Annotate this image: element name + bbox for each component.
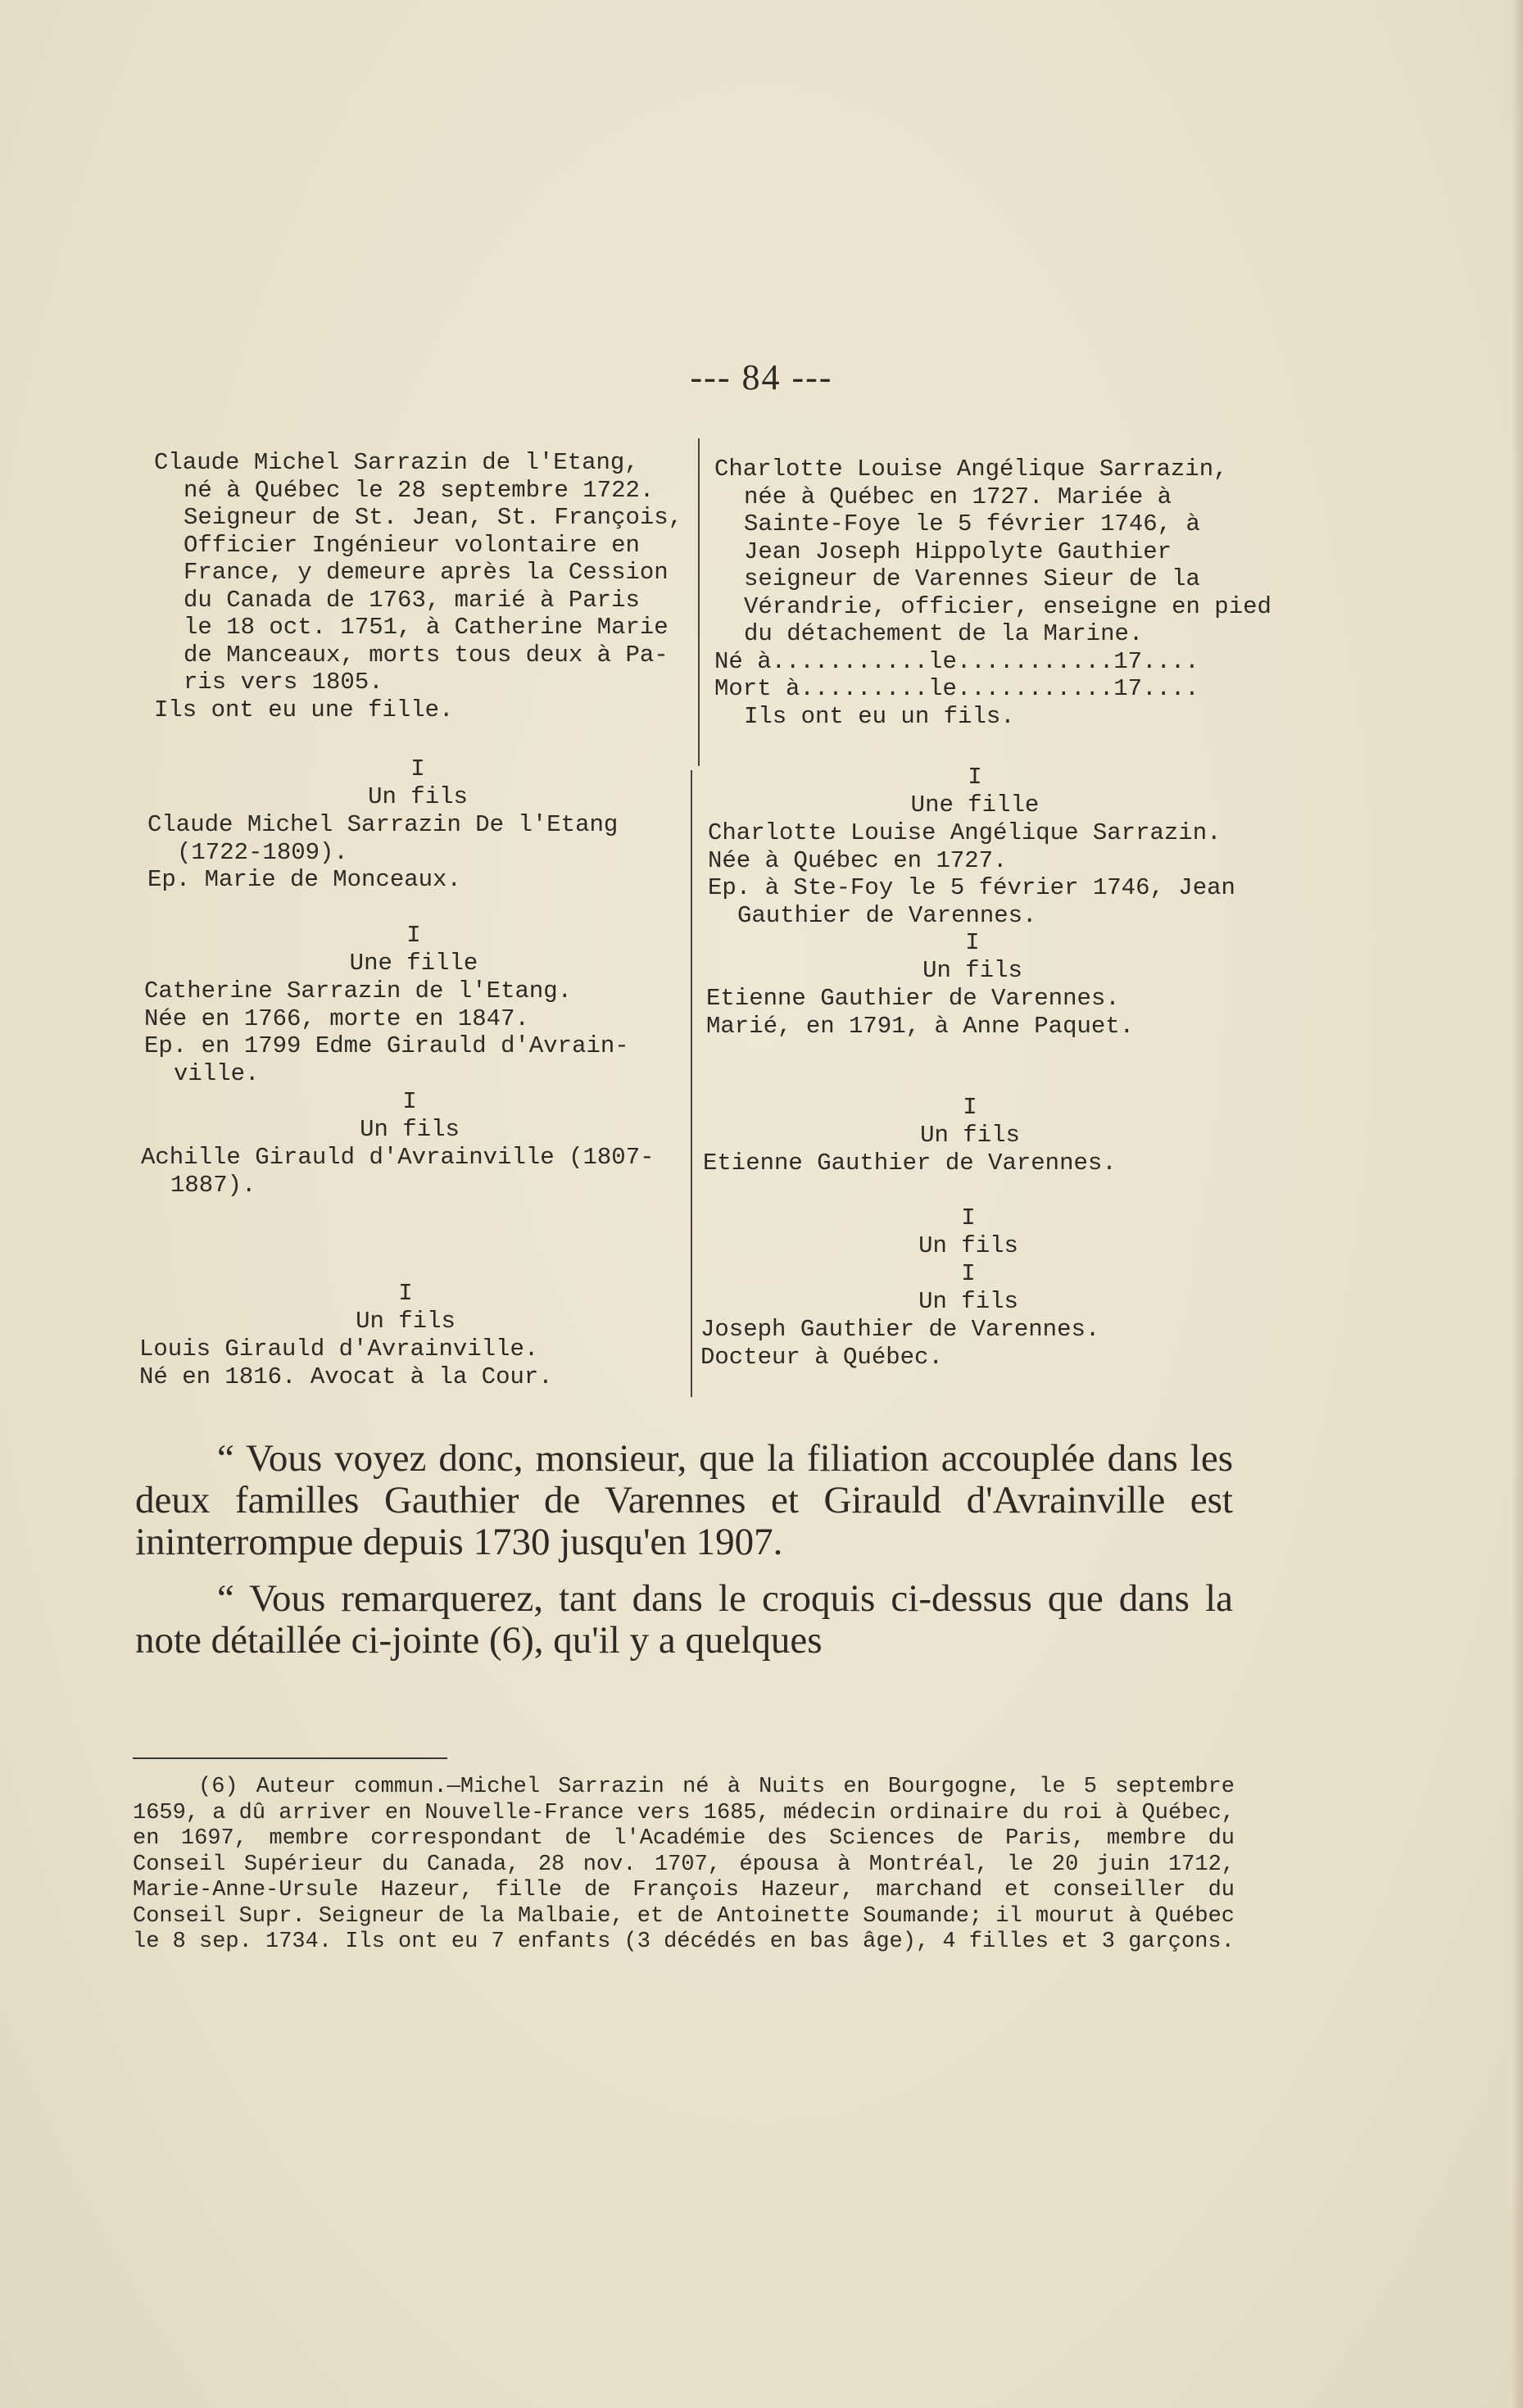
entry-line: Etienne Gauthier de Varennes.	[706, 985, 1120, 1012]
left-gen2	[144, 977, 689, 1087]
footnote-rule	[133, 1757, 447, 1759]
entry-line: Ils ont eu une fille.	[154, 696, 454, 723]
entry-line: née à Québec en 1727. Mariée à	[744, 483, 1172, 510]
entry-line: le 18 oct. 1751, à Catherine Marie	[184, 614, 669, 641]
entry-line: Catherine Sarrazin de l'Etang.	[144, 977, 573, 1004]
entry-line: Officier Ingénieur volontaire en	[184, 531, 640, 559]
relation-label: Un fils	[920, 1122, 1020, 1149]
footnote: (6) Auteur commun.—Michel Sarrazin né à Nuits en Bourgogne, le 5 septembre 1659, a dû arriver en Nouvelle-France vers 1685, médecin ordinaire du roi à Québec, en 1697, membre correspondant de l'Académie des Sciences de Paris, membre du Conseil Supérieur du Canada, 28 nov. 1707, épousa à Montréal, le 20 juin 1712, Marie-Anne-Ursule Hazeur, fille de François Hazeur, marchand et conseiller du Conseil Supr. Seigneur de la Malbaie, et de Antoinette Soumande; il mourut à Québec le 8 sep. 1734. Ils ont eu 7 enfants (3 décédés en bas âge), 4 filles et 3 garçons.	[133, 1775, 1235, 1954]
entry-line: Charlotte Louise Angélique Sarrazin,	[714, 456, 1228, 483]
page-number: --- 84 ---	[690, 357, 833, 397]
entry-line: Né à...........le...........17....	[714, 647, 1199, 675]
left-parent-entry	[154, 449, 695, 723]
descent-mark: I	[406, 922, 421, 949]
descent-mark: I	[961, 1204, 976, 1231]
descent-mark: I	[410, 755, 425, 782]
entry-line: Mort à.........le...........17....	[714, 675, 1199, 702]
entry-line: du détachement de la Marine.	[744, 620, 1144, 647]
relation-label: Un fils	[922, 957, 1022, 984]
entry-line: du Canada de 1763, marié à Paris	[184, 586, 640, 614]
right-gen2	[706, 985, 1255, 1040]
entry-line: Né en 1816. Avocat à la Cour.	[139, 1363, 553, 1390]
body-text	[135, 1438, 1233, 1662]
entry-line: ris vers 1805.	[184, 669, 383, 696]
left-gen1	[147, 811, 692, 894]
entry-line: Marié, en 1791, à Anne Paquet.	[706, 1012, 1135, 1040]
entry-line: Claude Michel Sarrazin De l'Etang	[147, 811, 619, 838]
body-paragraph: “ Vous remarquerez, tant dans le croquis ci-dessus que dans la note détaillée ci-jointe (6), qu'il y a quelques	[135, 1577, 1233, 1662]
entry-line: Vérandrie, officier, enseigne en pied	[744, 592, 1271, 620]
descent-mark: I	[968, 764, 982, 791]
column-divider	[698, 438, 700, 766]
relation-label: Un fils	[360, 1116, 460, 1143]
descent-mark: I	[961, 1260, 976, 1287]
entry-line: Ep. en 1799 Edme Girauld d'Avrain-	[144, 1032, 629, 1059]
entry-line: Joseph Gauthier de Varennes.	[700, 1316, 1100, 1343]
entry-line: Gauthier de Varennes.	[737, 901, 1037, 929]
right-parent-entry	[714, 456, 1271, 730]
right-gen4	[700, 1316, 1249, 1371]
entry-line: Charlotte Louise Angélique Sarrazin.	[708, 819, 1222, 846]
entry-line: Ep. à Ste-Foy le 5 février 1746, Jean	[708, 874, 1235, 901]
entry-line: Jean Joseph Hippolyte Gauthier	[744, 537, 1172, 565]
relation-label: Une fille	[349, 950, 478, 977]
relation-label: Un fils	[918, 1232, 1018, 1259]
entry-line: Née en 1766, morte en 1847.	[144, 1004, 529, 1032]
right-gen3	[703, 1150, 1252, 1177]
entry-line: Ils ont eu un fils.	[744, 702, 1015, 730]
descent-mark: I	[402, 1088, 417, 1115]
entry-line: Louis Girauld d'Avrainville.	[139, 1336, 539, 1363]
entry-line: 1887).	[170, 1171, 256, 1199]
entry-line: Seigneur de St. Jean, St. François,	[184, 504, 683, 531]
relation-label: Une fille	[910, 791, 1040, 819]
body-paragraph: “ Vous voyez donc, monsieur, que la filiation accouplée dans les deux familles Gauthier de Varennes et Girauld d'Avrainville est ininterrompue depuis 1730 jusqu'en 1907.	[135, 1437, 1233, 1563]
entry-line: né à Québec le 28 septembre 1722.	[184, 476, 655, 504]
entry-line: Etienne Gauthier de Varennes.	[703, 1150, 1117, 1177]
entry-line: (1722-1809).	[177, 838, 348, 866]
entry-line: seigneur de Varennes Sieur de la	[744, 565, 1200, 592]
left-gen3	[141, 1144, 690, 1199]
relation-label: Un fils	[918, 1288, 1018, 1315]
left-gen4	[139, 1336, 684, 1390]
relation-label: Un fils	[356, 1308, 456, 1335]
entry-line: Achille Girauld d'Avrainville (1807-	[141, 1144, 655, 1171]
entry-line: France, y demeure après la Cession	[184, 559, 669, 586]
entry-line: Ep. Marie de Monceaux.	[147, 866, 461, 893]
right-gen1	[708, 819, 1257, 929]
entry-line: Claude Michel Sarrazin de l'Etang,	[154, 449, 639, 476]
entry-line: Née à Québec en 1727.	[708, 846, 1008, 874]
entry-line: ville.	[174, 1059, 260, 1087]
entry-line: Docteur à Québec.	[700, 1343, 943, 1371]
descent-mark: I	[398, 1280, 413, 1307]
entry-line: Sainte-Foye le 5 février 1746, à	[744, 510, 1200, 537]
entry-line: de Manceaux, morts tous deux à Pa-	[184, 641, 669, 669]
descent-mark: I	[963, 1094, 977, 1121]
relation-label: Un fils	[368, 783, 468, 810]
descent-mark: I	[965, 929, 980, 956]
